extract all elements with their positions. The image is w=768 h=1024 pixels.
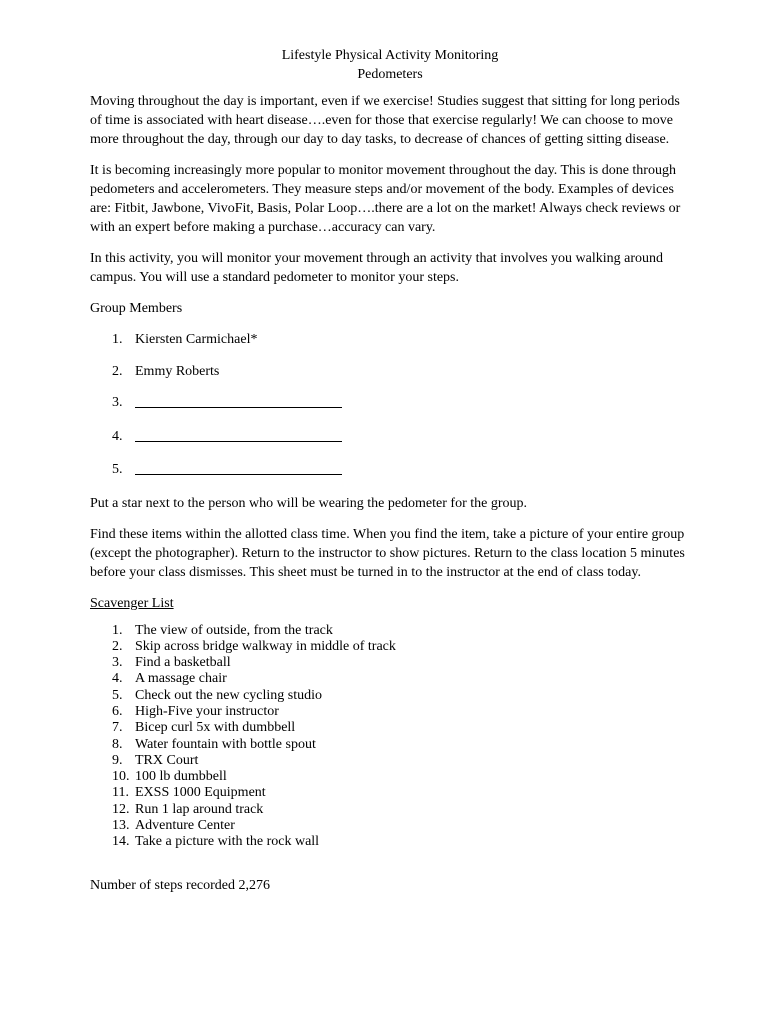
list-number: 3. (112, 655, 123, 671)
document-subtitle: Pedometers (357, 67, 423, 82)
steps-recorded: Number of steps recorded 2,276 (90, 877, 271, 893)
list-number: 4. (112, 671, 123, 687)
scavenger-item-text: EXSS 1000 Equipment (135, 785, 266, 801)
list-number: 5. (112, 462, 123, 477)
list-number: 1. (112, 622, 123, 638)
list-number: 13. (112, 818, 130, 834)
group-members-heading: Group Members (90, 301, 183, 316)
list-number: 5. (112, 687, 123, 703)
scavenger-item (90, 639, 690, 655)
scavenger-item (90, 802, 690, 818)
group-member-item (90, 330, 690, 349)
scavenger-list-heading: Scavenger List (90, 595, 174, 611)
scavenger-item-text: High-Five your instructor (135, 703, 279, 719)
scavenger-item-text: The view of outside, from the track (135, 622, 333, 638)
group-member-item (90, 362, 690, 381)
scavenger-item (90, 737, 690, 753)
list-number: 1. (112, 332, 123, 347)
scavenger-item-text: 100 lb dumbbell (135, 769, 227, 785)
member-name: Emmy Roberts (135, 363, 220, 379)
list-number: 8. (112, 736, 123, 752)
member-blank-line (135, 460, 342, 475)
scavenger-item-text: Water fountain with bottle spout (135, 736, 316, 752)
list-number: 12. (112, 801, 130, 817)
scavenger-item (90, 785, 690, 801)
list-number: 10. (112, 769, 130, 785)
scavenger-item-text: Find a basketball (135, 655, 231, 671)
list-number: 14. (112, 834, 130, 850)
list-number: 9. (112, 752, 123, 768)
scavenger-item-text: TRX Court (135, 752, 199, 768)
scavenger-item-text: Skip across bridge walkway in middle of track (135, 638, 396, 654)
member-blank-line (135, 393, 342, 408)
scavenger-item (90, 704, 690, 720)
member-blank-line (135, 427, 342, 442)
scavenger-item-text: Check out the new cycling studio (135, 687, 323, 703)
instructions-paragraph: Find these items within the allotted class time. When you find the item, take a picture of your entire group (except the photographer). Return to the instructor to show pictures. Return to the class location 5 minutes before your class dismisses. This sheet must be turned in to the instructor at the end of class today. (90, 526, 685, 580)
scavenger-item (90, 623, 690, 639)
list-number: 7. (112, 720, 123, 736)
scavenger-item (90, 688, 690, 704)
group-member-item (90, 393, 690, 414)
scavenger-item (90, 671, 690, 687)
group-member-item (90, 427, 690, 448)
list-number: 6. (112, 703, 123, 719)
star-note: Put a star next to the person who will be wearing the pedometer for the group. (90, 495, 527, 511)
scavenger-item (90, 818, 690, 834)
document-page (90, 46, 690, 895)
document-title: Lifestyle Physical Activity Monitoring (281, 48, 499, 63)
group-member-item (90, 460, 690, 481)
group-members-list (90, 330, 690, 481)
scavenger-item (90, 769, 690, 785)
scavenger-list (90, 623, 690, 851)
scavenger-item-text: Run 1 lap around track (135, 801, 264, 817)
scavenger-item (90, 720, 690, 736)
member-name: Kiersten Carmichael* (135, 332, 258, 347)
scavenger-item (90, 753, 690, 769)
list-number: 2. (112, 363, 123, 379)
scavenger-item-text: Bicep curl 5x with dumbbell (135, 720, 296, 736)
scavenger-item-text: Take a picture with the rock wall (135, 834, 320, 850)
scavenger-item-text: Adventure Center (135, 818, 235, 834)
intro-paragraph-1: Moving throughout the day is important, even if we exercise! Studies suggest that sitting for long periods of time is associated with heart disease….even for those that exercise regularly! We can choose to move more throughout the day, through our day to day tasks, to decrease of chances of getting sitting disease. (90, 94, 680, 147)
list-number: 4. (112, 428, 123, 444)
list-number: 11. (112, 785, 129, 801)
intro-paragraph-3: In this activity, you will monitor your movement through an activity that involves you walking around campus. You will use a standard pedometer to monitor your steps. (90, 251, 664, 285)
intro-paragraph-2: It is becoming increasingly more popular to monitor movement throughout the day. This is done through pedometers and accelerometers. They measure steps and/or movement of the body. Examples of devices are: Fitbit, Jawbone, VivoFit, Basis, Polar Loop….there are a lot on the market! Always check reviews or with an expert before making a purchase…accuracy can vary. (90, 163, 681, 235)
scavenger-item (90, 834, 690, 850)
scavenger-item (90, 655, 690, 671)
scavenger-item-text: A massage chair (135, 671, 227, 687)
list-number: 2. (112, 638, 123, 654)
list-number: 3. (112, 395, 123, 410)
